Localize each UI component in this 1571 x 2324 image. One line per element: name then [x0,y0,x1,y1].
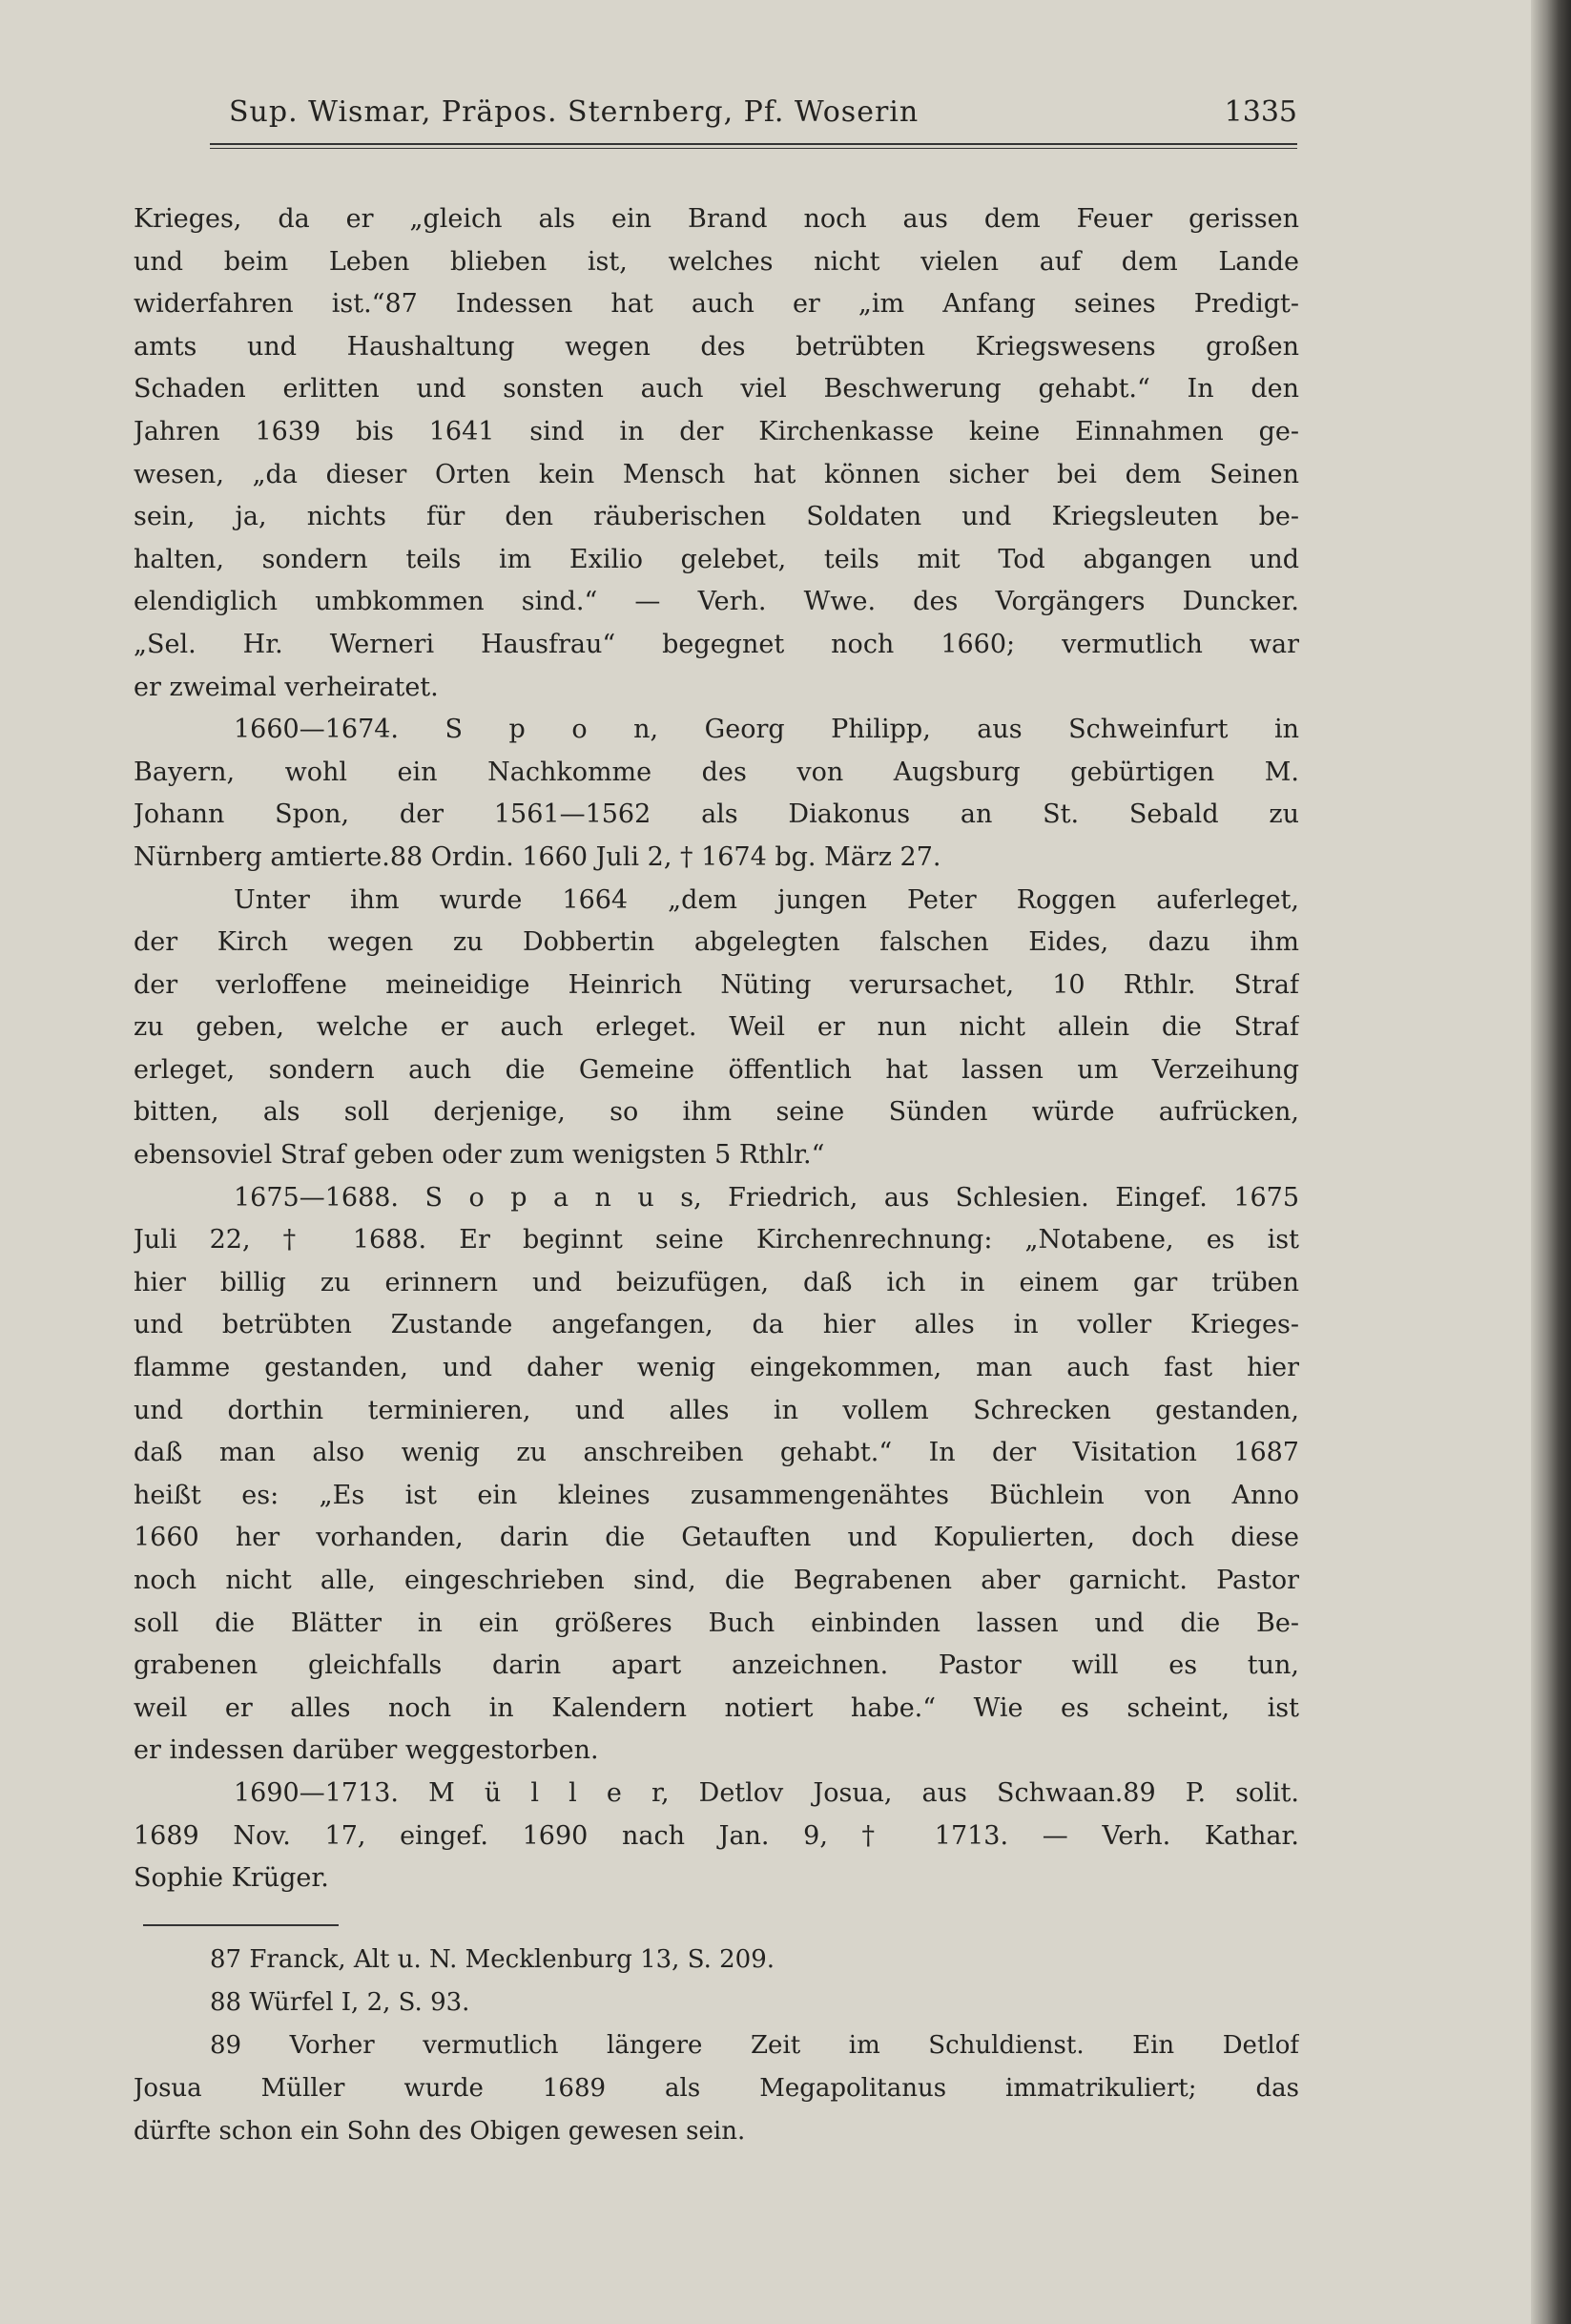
text-line: daß man also wenig zu anschreiben gehabt.“ In der Visitation 1687 [134,1438,1299,1468]
running-header [229,95,1297,143]
book-spine-shadow [1531,0,1571,2324]
footnote-line: 88 Würfel I, 2, S. 93. [210,1988,470,2017]
header-rule-thin [210,148,1297,149]
text-line: soll die Blätter in ein größeres Buch einbinden lassen und die Be- [134,1608,1299,1638]
text-line: Krieges, da er „gleich als ein Brand noch aus dem Feuer gerissen [134,204,1299,234]
text-line: amts und Haushaltung wegen des betrübten Kriegswesens großen [134,331,1299,362]
text-line: heißt es: „Es ist ein kleines zusammengenähtes Büchlein von Anno [134,1480,1299,1510]
page-number: 1335 [1224,95,1297,129]
main-text [134,198,1299,1900]
header-rule [210,143,1297,145]
text-line: Sophie Krüger. [134,1863,329,1894]
text-line: 1690—1713. M ü l l e r, Detlov Josua, aus Schwaan.89 P. solit. [234,1777,1299,1808]
footnote-line: 87 Franck, Alt u. N. Mecklenburg 13, S. 209. [210,1945,775,1974]
text-line: erleget, sondern auch die Gemeine öffentlich hat lassen um Verzeihung [134,1054,1299,1085]
text-line: sein, ja, nichts für den räuberischen Soldaten und Kriegsleuten be- [134,502,1299,532]
text-line: Bayern, wohl ein Nachkomme des von Augsburg gebürtigen M. [134,757,1299,787]
text-line: er zweimal verheiratet. [134,672,439,702]
text-line: bitten, als soll derjenige, so ihm seine Sünden würde aufrücken, [134,1097,1299,1128]
footnote-line: Josua Müller wurde 1689 als Megapolitanus immatrikuliert; das [134,2074,1299,2103]
text-line: und dorthin terminieren, und alles in vollem Schrecken gestanden, [134,1395,1299,1425]
text-line: 1675—1688. S o p a n u s, Friedrich, aus Schlesien. Eingef. 1675 [234,1182,1299,1213]
text-line: und betrübten Zustande angefangen, da hier alles in voller Krieges- [134,1310,1299,1340]
text-line: elendiglich umbkommen sind.“ — Verh. Wwe. des Vorgängers Duncker. [134,587,1299,617]
text-line: Schaden erlitten und sonsten auch viel Beschwerung gehabt.“ In den [134,374,1299,405]
footnote-line: dürfte schon ein Sohn des Obigen gewesen sein. [134,2117,746,2146]
footnote-line: 89 Vorher vermutlich längere Zeit im Schuldienst. Ein Detlof [210,2031,1299,2060]
text-line: Nürnberg amtierte.88 Ordin. 1660 Juli 2, † 1674 bg. März 27. [134,841,941,872]
text-line: grabenen gleichfalls darin apart anzeichnen. Pastor will es tun, [134,1650,1299,1681]
text-line: Jahren 1639 bis 1641 sind in der Kirchenkasse keine Einnahmen ge- [134,416,1299,446]
text-line: halten, sondern teils im Exilio gelebet, teils mit Tod abgangen und [134,544,1299,574]
text-line: weil er alles noch in Kalendern notiert habe.“ Wie es scheint, ist [134,1692,1299,1723]
text-line: Johann Spon, der 1561—1562 als Diakonus an St. Sebald zu [134,799,1299,830]
text-line: Unter ihm wurde 1664 „dem jungen Peter Roggen auferleget, [234,884,1299,915]
text-line: hier billig zu erinnern und beizufügen, daß ich in einem gar trüben [134,1267,1299,1297]
text-line: der verloffene meineidige Heinrich Nüting verursachet, 10 Rthlr. Straf [134,969,1299,1000]
text-line: Juli 22, † 1688. Er beginnt seine Kirchenrechnung: „Notabene, es ist [134,1225,1299,1255]
text-line: 1689 Nov. 17, eingef. 1690 nach Jan. 9, † 1713. — Verh. Kathar. [134,1820,1299,1851]
text-line: zu geben, welche er auch erleget. Weil er nun nicht allein die Straf [134,1012,1299,1043]
header-title: Sup. Wismar, Präpos. Sternberg, Pf. Woserin [229,95,920,129]
text-line: er indessen darüber weggestorben. [134,1735,599,1766]
text-line: der Kirch wegen zu Dobbertin abgelegten falschen Eides, dazu ihm [134,927,1299,958]
text-line: flamme gestanden, und daher wenig eingekommen, man auch fast hier [134,1353,1299,1383]
footnotes [134,1939,1299,2153]
footnote-separator [143,1924,339,1926]
text-line: widerfahren ist.“87 Indessen hat auch er „im Anfang seines Predigt- [134,289,1299,320]
text-line: und beim Leben blieben ist, welches nicht vielen auf dem Lande [134,246,1299,277]
text-line: noch nicht alle, eingeschrieben sind, die Begrabenen aber garnicht. Pastor [134,1566,1299,1595]
text-line: ebensoviel Straf geben oder zum wenigsten 5 Rthlr.“ [134,1140,825,1171]
text-line: 1660 her vorhanden, darin die Getauften und Kopulierten, doch diese [134,1523,1299,1553]
text-line: wesen, „da dieser Orten kein Mensch hat können sicher bei dem Seinen [134,459,1299,489]
text-line: „Sel. Hr. Werneri Hausfrau“ begegnet noch 1660; vermutlich war [134,629,1299,659]
text-line: 1660—1674. S p o n, Georg Philipp, aus Schweinfurt in [234,715,1299,745]
